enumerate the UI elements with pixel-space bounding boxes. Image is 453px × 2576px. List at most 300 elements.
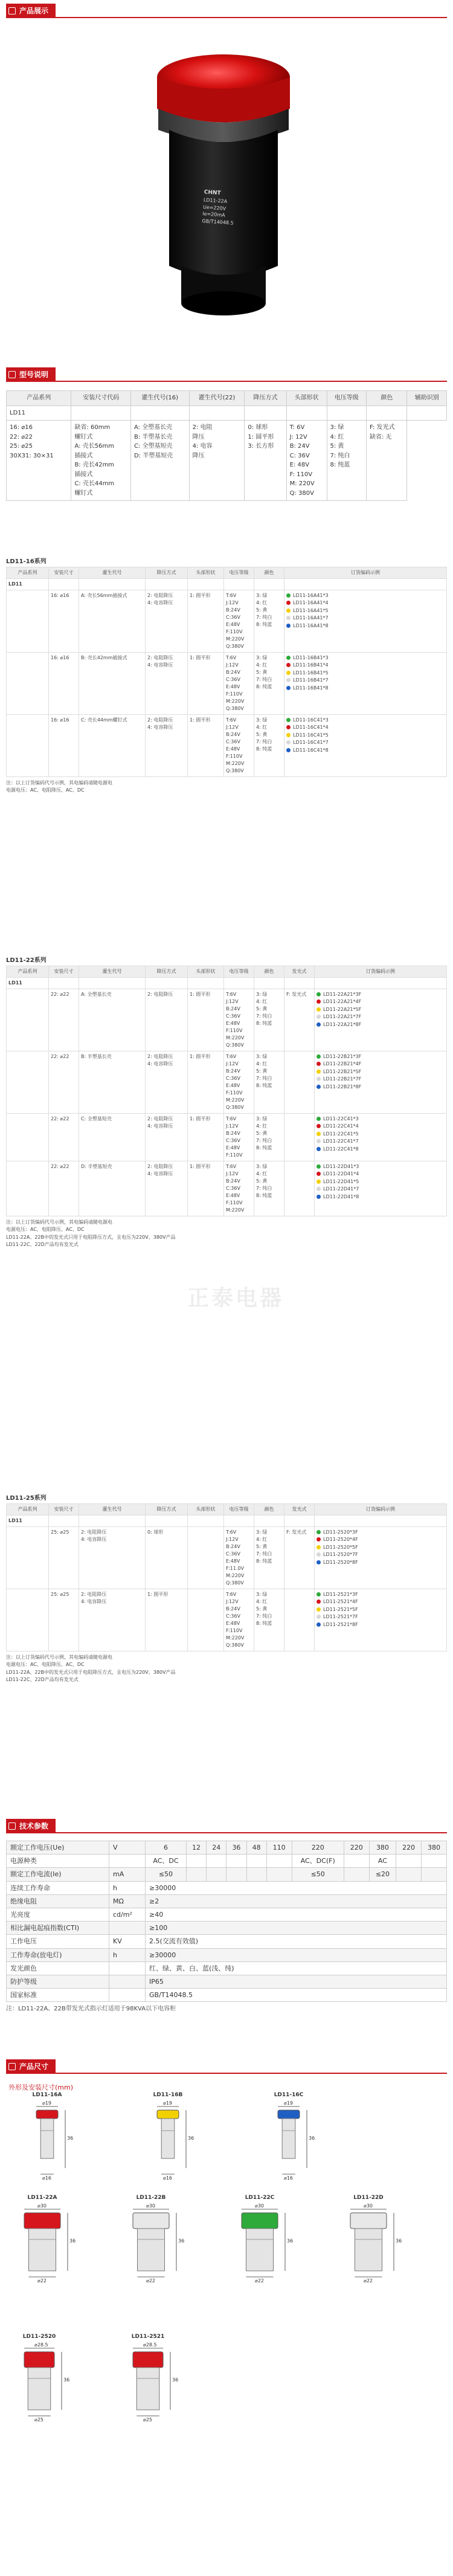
series-table xyxy=(6,1503,447,1651)
drop-cell: 2: 电阻降压 4: 电容降压 xyxy=(146,653,188,715)
type-cell: 2: 电阻降压 4: 电容降压 xyxy=(79,1527,146,1589)
dimension-text: ⌀16 xyxy=(42,2175,51,2181)
param-name: 工作电压 xyxy=(7,1935,109,1948)
color-dot xyxy=(316,1592,321,1596)
light-cell: F: 发光式 xyxy=(284,989,315,1051)
size-cell: 22: ⌀22 xyxy=(49,1161,79,1216)
param-value: 220 xyxy=(396,1841,422,1855)
param-name: 连续工作寿命 xyxy=(7,1881,109,1894)
series-cell xyxy=(189,405,245,421)
drop-cell: 1: 圆平形 xyxy=(146,1589,188,1651)
table-cell xyxy=(224,579,254,590)
size-cell: 16: ⌀16 xyxy=(49,590,79,653)
param-name: 防护等级 xyxy=(7,1975,109,1988)
column-header: 头部形状 xyxy=(188,567,224,579)
color-dot xyxy=(316,992,321,996)
lamp-outline xyxy=(145,2100,215,2185)
column-header: 产品系列 xyxy=(7,966,49,978)
table-header-row xyxy=(7,966,447,978)
size-cell: 16: ⌀16 xyxy=(49,653,79,715)
param-value: 110 xyxy=(266,1841,292,1855)
dimension-text: ⌀25 xyxy=(34,2417,43,2423)
column-header: 颜色 xyxy=(366,391,406,406)
param-name: 发光颜色 xyxy=(7,1961,109,1975)
lamp-outline xyxy=(230,2203,314,2288)
type-cell: C: 壳长44mm螺钉式 xyxy=(79,715,146,777)
type-cell: D: 半塑基短壳 xyxy=(79,1161,146,1216)
color-dot xyxy=(316,1164,321,1169)
head-cell: 1: 圆平形 xyxy=(188,590,224,653)
param-name: 绝缘电阻 xyxy=(7,1894,109,1908)
voltage-text: Ue=220V xyxy=(202,204,226,211)
table-row xyxy=(7,1527,447,1589)
voltage-cell: T:6V J:12V B:24V C:36V E:48V F:11.0V M:220V Q:380V xyxy=(224,1527,254,1589)
color-cell: 3: 绿 4: 红 5: 黄 7: 纯白 8: 纯蓝 xyxy=(254,715,284,777)
drawing-label: LD11-22C xyxy=(245,2195,275,2201)
param-value: ≥100 xyxy=(146,1922,447,1935)
dimension-text: ⌀25 xyxy=(143,2417,152,2423)
table-cell xyxy=(254,978,284,989)
color-dot xyxy=(286,593,291,598)
column-header: 电压等级 xyxy=(224,966,254,978)
color-cell: 3: 绿 4: 红 5: 黄 7: 纯白 8: 纯蓝 xyxy=(254,1161,284,1216)
param-unit: h xyxy=(109,1948,146,1961)
dimension-text: ⌀30 xyxy=(37,2203,47,2209)
table-row xyxy=(7,1516,447,1527)
light-cell xyxy=(284,1051,315,1114)
tech-table xyxy=(6,1841,447,2002)
dimension-text: ⌀30 xyxy=(364,2203,373,2209)
series-table xyxy=(6,966,447,1216)
param-value xyxy=(396,1855,422,1868)
param-value xyxy=(246,1868,266,1881)
param-unit: cd/m² xyxy=(109,1908,146,1921)
param-unit xyxy=(109,1961,146,1975)
color-dot xyxy=(286,748,291,752)
size-cell: 22: ⌀22 xyxy=(49,1114,79,1161)
table-row xyxy=(7,1868,447,1881)
drawing-label: LD11-16B xyxy=(153,2092,183,2098)
series-cell xyxy=(7,1527,49,1589)
lamp-outline xyxy=(24,2100,94,2185)
drawing-label: LD11-22B xyxy=(136,2195,166,2201)
table-row xyxy=(7,1894,447,1908)
param-value: ≤50 xyxy=(292,1868,344,1881)
color-dot xyxy=(316,1147,321,1151)
color-dot xyxy=(316,1607,321,1612)
column-header: 产品系列 xyxy=(7,391,71,406)
color-dot xyxy=(316,1545,321,1549)
lamp-outline xyxy=(12,2203,97,2288)
column-header: 灌生代号(16) xyxy=(130,391,189,406)
series-cell xyxy=(7,1161,49,1216)
table-cell xyxy=(49,579,79,590)
column-header: 灌生代号 xyxy=(79,966,146,978)
series-cell xyxy=(7,1051,49,1114)
param-value: AC、DC xyxy=(146,1855,187,1868)
color-dot xyxy=(316,1600,321,1604)
head-cell: 1: 圆平形 xyxy=(188,653,224,715)
color-cell: 3: 绿 4: 红 5: 黄 7: 纯白 8: 纯蓝 xyxy=(254,989,284,1051)
table-header-row xyxy=(7,1504,447,1516)
option-cell: F: 发光式 缺省: 无 xyxy=(366,421,406,501)
color-dot xyxy=(316,1124,321,1128)
param-value xyxy=(266,1868,292,1881)
series-cell xyxy=(130,405,189,421)
param-value xyxy=(246,1855,266,1868)
table-row xyxy=(7,421,447,501)
param-value xyxy=(266,1855,292,1868)
color-dot xyxy=(286,733,291,737)
param-value xyxy=(226,1868,246,1881)
lamp-outline xyxy=(12,2342,91,2427)
drop-cell: 2: 电阻降压 4: 电容降压 xyxy=(146,590,188,653)
column-header: 订货编码示例 xyxy=(315,1504,447,1516)
param-value xyxy=(344,1868,369,1881)
series-cell xyxy=(7,1589,49,1651)
param-unit: MΩ xyxy=(109,1894,146,1908)
dimension-text: 36 xyxy=(63,2377,70,2383)
param-value: AC、DC(F) xyxy=(292,1855,344,1868)
column-header: 头部形状 xyxy=(286,391,327,406)
drop-cell: 2: 电阻降压 xyxy=(146,989,188,1051)
table-row xyxy=(7,1881,447,1894)
table-row xyxy=(7,1051,447,1114)
table-row xyxy=(7,1161,447,1216)
type-cell: A: 壳长56mm插接式 xyxy=(79,590,146,653)
color-dot xyxy=(316,1054,321,1059)
column-header: 灌生代号 xyxy=(79,1504,146,1516)
param-value: ≥30000 xyxy=(146,1948,447,1961)
color-dot xyxy=(316,1530,321,1534)
table-cell xyxy=(49,978,79,989)
drop-cell: 2: 电阻降压 4: 电容降压 xyxy=(146,1114,188,1161)
param-value xyxy=(422,1855,447,1868)
option-cell: 0: 球形 1: 圆平形 3: 长方形 xyxy=(245,421,286,501)
column-header: 安装尺寸 xyxy=(49,567,79,579)
color-dot xyxy=(286,678,291,682)
table-row xyxy=(7,715,447,777)
table-header-row xyxy=(7,567,447,579)
color-dot xyxy=(316,1552,321,1557)
table-row xyxy=(7,1922,447,1935)
param-unit: h xyxy=(109,1881,146,1894)
table-cell xyxy=(188,978,224,989)
lamp-outline xyxy=(121,2342,199,2427)
table-cell xyxy=(315,1516,447,1527)
table-row xyxy=(7,1841,447,1855)
column-header: 颜色 xyxy=(254,567,284,579)
color-dot xyxy=(316,1622,321,1627)
head-cell: 1: 圆平形 xyxy=(188,1161,224,1216)
voltage-cell: T:6V J:12V B:24V C:36V E:48V F:110V M:220V Q:380V xyxy=(224,1051,254,1114)
color-dot xyxy=(316,1117,321,1121)
color-dot xyxy=(286,725,291,729)
head-cell xyxy=(188,1527,224,1589)
param-value xyxy=(186,1868,206,1881)
param-value: 220 xyxy=(344,1841,369,1855)
series-title: LD11-25系列 xyxy=(6,1495,47,1502)
color-dot xyxy=(316,1195,321,1199)
table-cell xyxy=(188,579,224,590)
param-name: 相比漏电起痕指数(CTI) xyxy=(7,1922,109,1935)
box-icon xyxy=(8,2063,16,2070)
light-cell xyxy=(284,1161,315,1216)
current-text: Ie=20mA xyxy=(202,211,225,219)
drawing-label: LD11-16A xyxy=(32,2092,62,2098)
code-cell: LD11-22B21*3F LD11-22B21*4F LD11-22B21*5F LD11-22B21*7F LD11-22B21*8F xyxy=(315,1051,447,1114)
series-note: 注：以上订货编码代号示例，其电编码请随电源电 电源电压：AC、电阻降压、AC、DC LD11-22A、22B中的发光式只用于电阻降压方式，且电压为220V、380V产品 LD11-22C、22D产品均有发光式 xyxy=(6,1654,176,1683)
param-value: ≤20 xyxy=(369,1868,396,1881)
color-dot xyxy=(316,1085,321,1089)
dimension-text: 36 xyxy=(287,2238,294,2244)
voltage-cell: T:6V J:12V B:24V C:36V E:48V F:110V xyxy=(224,1114,254,1161)
param-name: 额定工作电压(Ue) xyxy=(7,1841,109,1855)
series-cell xyxy=(7,989,49,1051)
dimension-text: ⌀16 xyxy=(284,2175,293,2181)
type-cell: B: 半塑基长壳 xyxy=(79,1051,146,1114)
column-header: 辅助识别 xyxy=(407,391,447,406)
param-value: 24 xyxy=(207,1841,226,1855)
param-unit: mA xyxy=(109,1868,146,1881)
series-cell xyxy=(7,590,49,653)
column-header: 头部形状 xyxy=(188,1504,224,1516)
head-cell: 1: 圆平形 xyxy=(188,1114,224,1161)
column-header: 降压方式 xyxy=(146,966,188,978)
section-model xyxy=(6,367,447,501)
param-unit xyxy=(109,1989,146,2002)
series-cell xyxy=(327,405,366,421)
column-header: 灌生代号 xyxy=(79,567,146,579)
param-unit: KV xyxy=(109,1935,146,1948)
param-name: 光亮度 xyxy=(7,1908,109,1921)
param-value xyxy=(186,1855,206,1868)
series-note: 注：以上订货编码代号示例，其电编码请随电源电 电源电压：AC、电阻降压、AC、DC LD11-22A、22B中的发光式只用于电阻降压方式，且电压为220V、380V产品 LD11-22C、22D产品均有发光式 xyxy=(6,1219,176,1248)
color-cell: 3: 绿 4: 红 5: 黄 7: 纯白 8: 纯蓝 xyxy=(254,590,284,653)
dimension-text: ⌀22 xyxy=(255,2278,264,2284)
code-cell: LD11-16A41*3 LD11-16A41*4 LD11-16A41*5 LD11-16A41*7 LD11-16A41*8 xyxy=(284,590,447,653)
head-cell: 1: 圆平形 xyxy=(188,715,224,777)
drop-cell: 2: 电阻降压 4: 电容降压 xyxy=(146,1051,188,1114)
dimension-text: 36 xyxy=(67,2135,74,2141)
dimension-text: ⌀22 xyxy=(146,2278,155,2284)
voltage-cell: T:6V J:12V B:24V C:36V E:48V F:110V M:220V xyxy=(224,1161,254,1216)
option-cell: T: 6V J: 12V B: 24V C: 36V E: 48V F: 110V M: 220V Q: 380V xyxy=(286,421,327,501)
color-dot xyxy=(316,1007,321,1012)
code-cell: LD11-16C41*3 LD11-16C41*4 LD11-16C41*5 LD11-16C41*7 LD11-16C41*8 xyxy=(284,715,447,777)
dimension-text: 36 xyxy=(172,2377,179,2383)
dimension-text: ⌀30 xyxy=(255,2203,264,2209)
column-header: 降压方式 xyxy=(146,567,188,579)
dimension-drawing xyxy=(24,2092,94,2183)
dimension-text: 36 xyxy=(188,2135,194,2141)
color-cell: 3: 绿 4: 红 5: 黄 7: 纯白 8: 纯蓝 xyxy=(254,653,284,715)
column-header: 安装尺寸 xyxy=(49,966,79,978)
column-header: 灌生代号(22) xyxy=(189,391,245,406)
series-cell xyxy=(245,405,286,421)
dimension-text: ⌀19 xyxy=(284,2100,293,2106)
table-cell xyxy=(79,978,146,989)
table-cell xyxy=(224,978,254,989)
series-cell xyxy=(7,1114,49,1161)
color-dot xyxy=(286,624,291,628)
light-cell xyxy=(284,1589,315,1651)
column-header: 电压等级 xyxy=(224,1504,254,1516)
drop-cell: 2: 电阻降压 4: 电容降压 xyxy=(146,1161,188,1216)
table-cell xyxy=(146,1516,188,1527)
table-cell xyxy=(284,978,315,989)
color-cell: 3: 绿 4: 红 5: 黄 7: 纯白 8: 纯蓝 xyxy=(254,1114,284,1161)
param-value: 2.5(交流有效值) xyxy=(146,1935,447,1948)
table-row xyxy=(7,1114,447,1161)
color-dot xyxy=(316,1139,321,1143)
light-cell xyxy=(284,1114,315,1161)
table-cell xyxy=(146,579,188,590)
param-unit: V xyxy=(109,1841,146,1855)
option-cell: 16: ⌀16 22: ⌀22 25: ⌀25 30X31: 30×31 xyxy=(7,421,71,501)
param-value xyxy=(396,1868,422,1881)
voltage-cell: T:6V J:12V B:24V C:36V E:48V F:110V M:220V Q:380V xyxy=(224,653,254,715)
series-cell: LD11 xyxy=(7,405,71,421)
table-row xyxy=(7,1989,447,2002)
param-value: ≥2 xyxy=(146,1894,447,1908)
size-heading: 外形及安装尺寸(mm) xyxy=(8,2084,74,2091)
product-photo xyxy=(0,24,453,363)
dimension-drawing xyxy=(12,2195,97,2285)
param-name: 国家标准 xyxy=(7,1989,109,2002)
table-cell xyxy=(146,978,188,989)
column-header: 头部形状 xyxy=(188,966,224,978)
lamp-outline xyxy=(266,2100,336,2185)
column-header: 降压方式 xyxy=(146,1504,188,1516)
option-cell: 3: 绿 4: 红 5: 黄 7: 纯白 8: 纯蓝 xyxy=(327,421,366,501)
watermark: 正泰电器 xyxy=(187,1286,284,1311)
dimension-drawing xyxy=(338,2195,423,2285)
color-dot xyxy=(316,1172,321,1176)
column-header: 安装尺寸 xyxy=(49,1504,79,1516)
type-cell: 2: 电阻降压 4: 电容降压 xyxy=(79,1589,146,1651)
color-dot xyxy=(316,1180,321,1184)
table-row xyxy=(7,1961,447,1975)
section-tech xyxy=(6,1819,447,2014)
lamp-outline xyxy=(338,2203,423,2288)
dimension-text: ⌀16 xyxy=(163,2175,172,2181)
drawing-label: LD11-2521 xyxy=(131,2334,165,2340)
column-header: 发光式 xyxy=(284,966,315,978)
section-title: 产品展示 xyxy=(19,7,49,15)
size-cell: 22: ⌀22 xyxy=(49,989,79,1051)
table-row xyxy=(7,590,447,653)
box-icon xyxy=(8,1822,16,1830)
table-row xyxy=(7,1589,447,1651)
column-header: 安装尺寸代码 xyxy=(71,391,131,406)
series-ld22 xyxy=(6,955,447,1249)
section-title: 产品尺寸 xyxy=(19,2062,49,2071)
dimension-text: ⌀22 xyxy=(364,2278,373,2284)
param-value: GB/T14048.5 xyxy=(146,1989,447,2002)
color-dot xyxy=(286,656,291,660)
color-dot xyxy=(286,663,291,667)
dimension-text: 36 xyxy=(178,2238,185,2244)
series-title: LD11-16系列 xyxy=(6,558,47,565)
head-cell: 1: 圆平形 xyxy=(188,989,224,1051)
table-cell xyxy=(224,1516,254,1527)
color-dot xyxy=(316,1062,321,1066)
series-cell: LD11 xyxy=(7,1516,49,1527)
table-cell xyxy=(49,1516,79,1527)
table-cell xyxy=(315,978,447,989)
table-row xyxy=(7,579,447,590)
type-cell: B: 壳长42mm插接式 xyxy=(79,653,146,715)
column-header: 订货编码示例 xyxy=(284,567,447,579)
table-row xyxy=(7,405,447,421)
head-cell xyxy=(188,1589,224,1651)
dimension-text: ⌀28.5 xyxy=(143,2342,157,2348)
table-cell xyxy=(188,1516,224,1527)
param-value xyxy=(344,1855,369,1868)
drawing-label: LD11-2520 xyxy=(22,2334,56,2340)
table-row xyxy=(7,1855,447,1868)
dimension-text: ⌀30 xyxy=(146,2203,155,2209)
series-note: 注：以上订货编码代号示例，其电编码请随电源电 电源电压：AC、电阻降压、AC、DC xyxy=(6,780,112,793)
model-code-table xyxy=(6,390,447,501)
code-cell: LD11-2521*3F LD11-2521*4F LD11-2521*5F LD11-2521*7F LD11-2521*8F xyxy=(315,1589,447,1651)
param-value: 48 xyxy=(246,1841,266,1855)
series-cell xyxy=(286,405,327,421)
dimension-text: ⌀22 xyxy=(37,2278,47,2284)
param-value: ≥30000 xyxy=(146,1881,447,1894)
section-size xyxy=(6,2059,447,2074)
option-cell: 缺省: 60mm 螺钉式 A: 壳长56mm 插接式 B: 壳长42mm 插接式 C: 壳长44mm 螺钉式 xyxy=(71,421,131,501)
drawing-label: LD11-22D xyxy=(353,2195,384,2201)
param-value xyxy=(207,1855,226,1868)
tech-note: 注：LD11-22A、22B带发光式指示灯适用于98KVA以下电容柜 xyxy=(6,2006,176,2013)
dimension-text: 36 xyxy=(69,2238,76,2244)
table-row xyxy=(7,978,447,989)
color-dot xyxy=(316,1077,321,1081)
color-dot xyxy=(316,1537,321,1541)
color-dot xyxy=(286,671,291,675)
param-value: 6 xyxy=(146,1841,187,1855)
param-value: 12 xyxy=(186,1841,206,1855)
series-cell xyxy=(71,405,131,421)
color-dot xyxy=(316,1615,321,1619)
drawing-label: LD11-22A xyxy=(27,2195,57,2201)
table-row xyxy=(7,1948,447,1961)
drop-cell: 2: 电阻降压 4: 电容降压 xyxy=(146,715,188,777)
table-row xyxy=(7,653,447,715)
section-display xyxy=(6,4,447,18)
param-value: 36 xyxy=(226,1841,246,1855)
code-cell: LD11-22A21*3F LD11-22A21*4F LD11-22A21*5F LD11-22A21*7F LD11-22A21*8F xyxy=(315,989,447,1051)
param-name: 额定工作电流(Ie) xyxy=(7,1868,109,1881)
color-dot xyxy=(286,601,291,605)
head-cell: 1: 圆平形 xyxy=(188,1051,224,1114)
color-cell: 3: 绿 4: 红 5: 黄 7: 纯白 8: 纯蓝 xyxy=(254,1527,284,1589)
param-value xyxy=(226,1855,246,1868)
column-header: 订货编码示例 xyxy=(315,966,447,978)
brand-text: CHNT xyxy=(204,189,221,197)
param-value xyxy=(207,1868,226,1881)
column-header: 颜色 xyxy=(254,1504,284,1516)
color-dot xyxy=(316,1015,321,1019)
color-dot xyxy=(286,608,291,613)
voltage-cell: T:6V J:12V B:24V C:36V E:48V F:110V M:220V Q:380V xyxy=(224,590,254,653)
color-dot xyxy=(286,616,291,620)
table-cell xyxy=(284,579,447,590)
series-cell xyxy=(407,405,447,421)
size-cell: 16: ⌀16 xyxy=(49,715,79,777)
